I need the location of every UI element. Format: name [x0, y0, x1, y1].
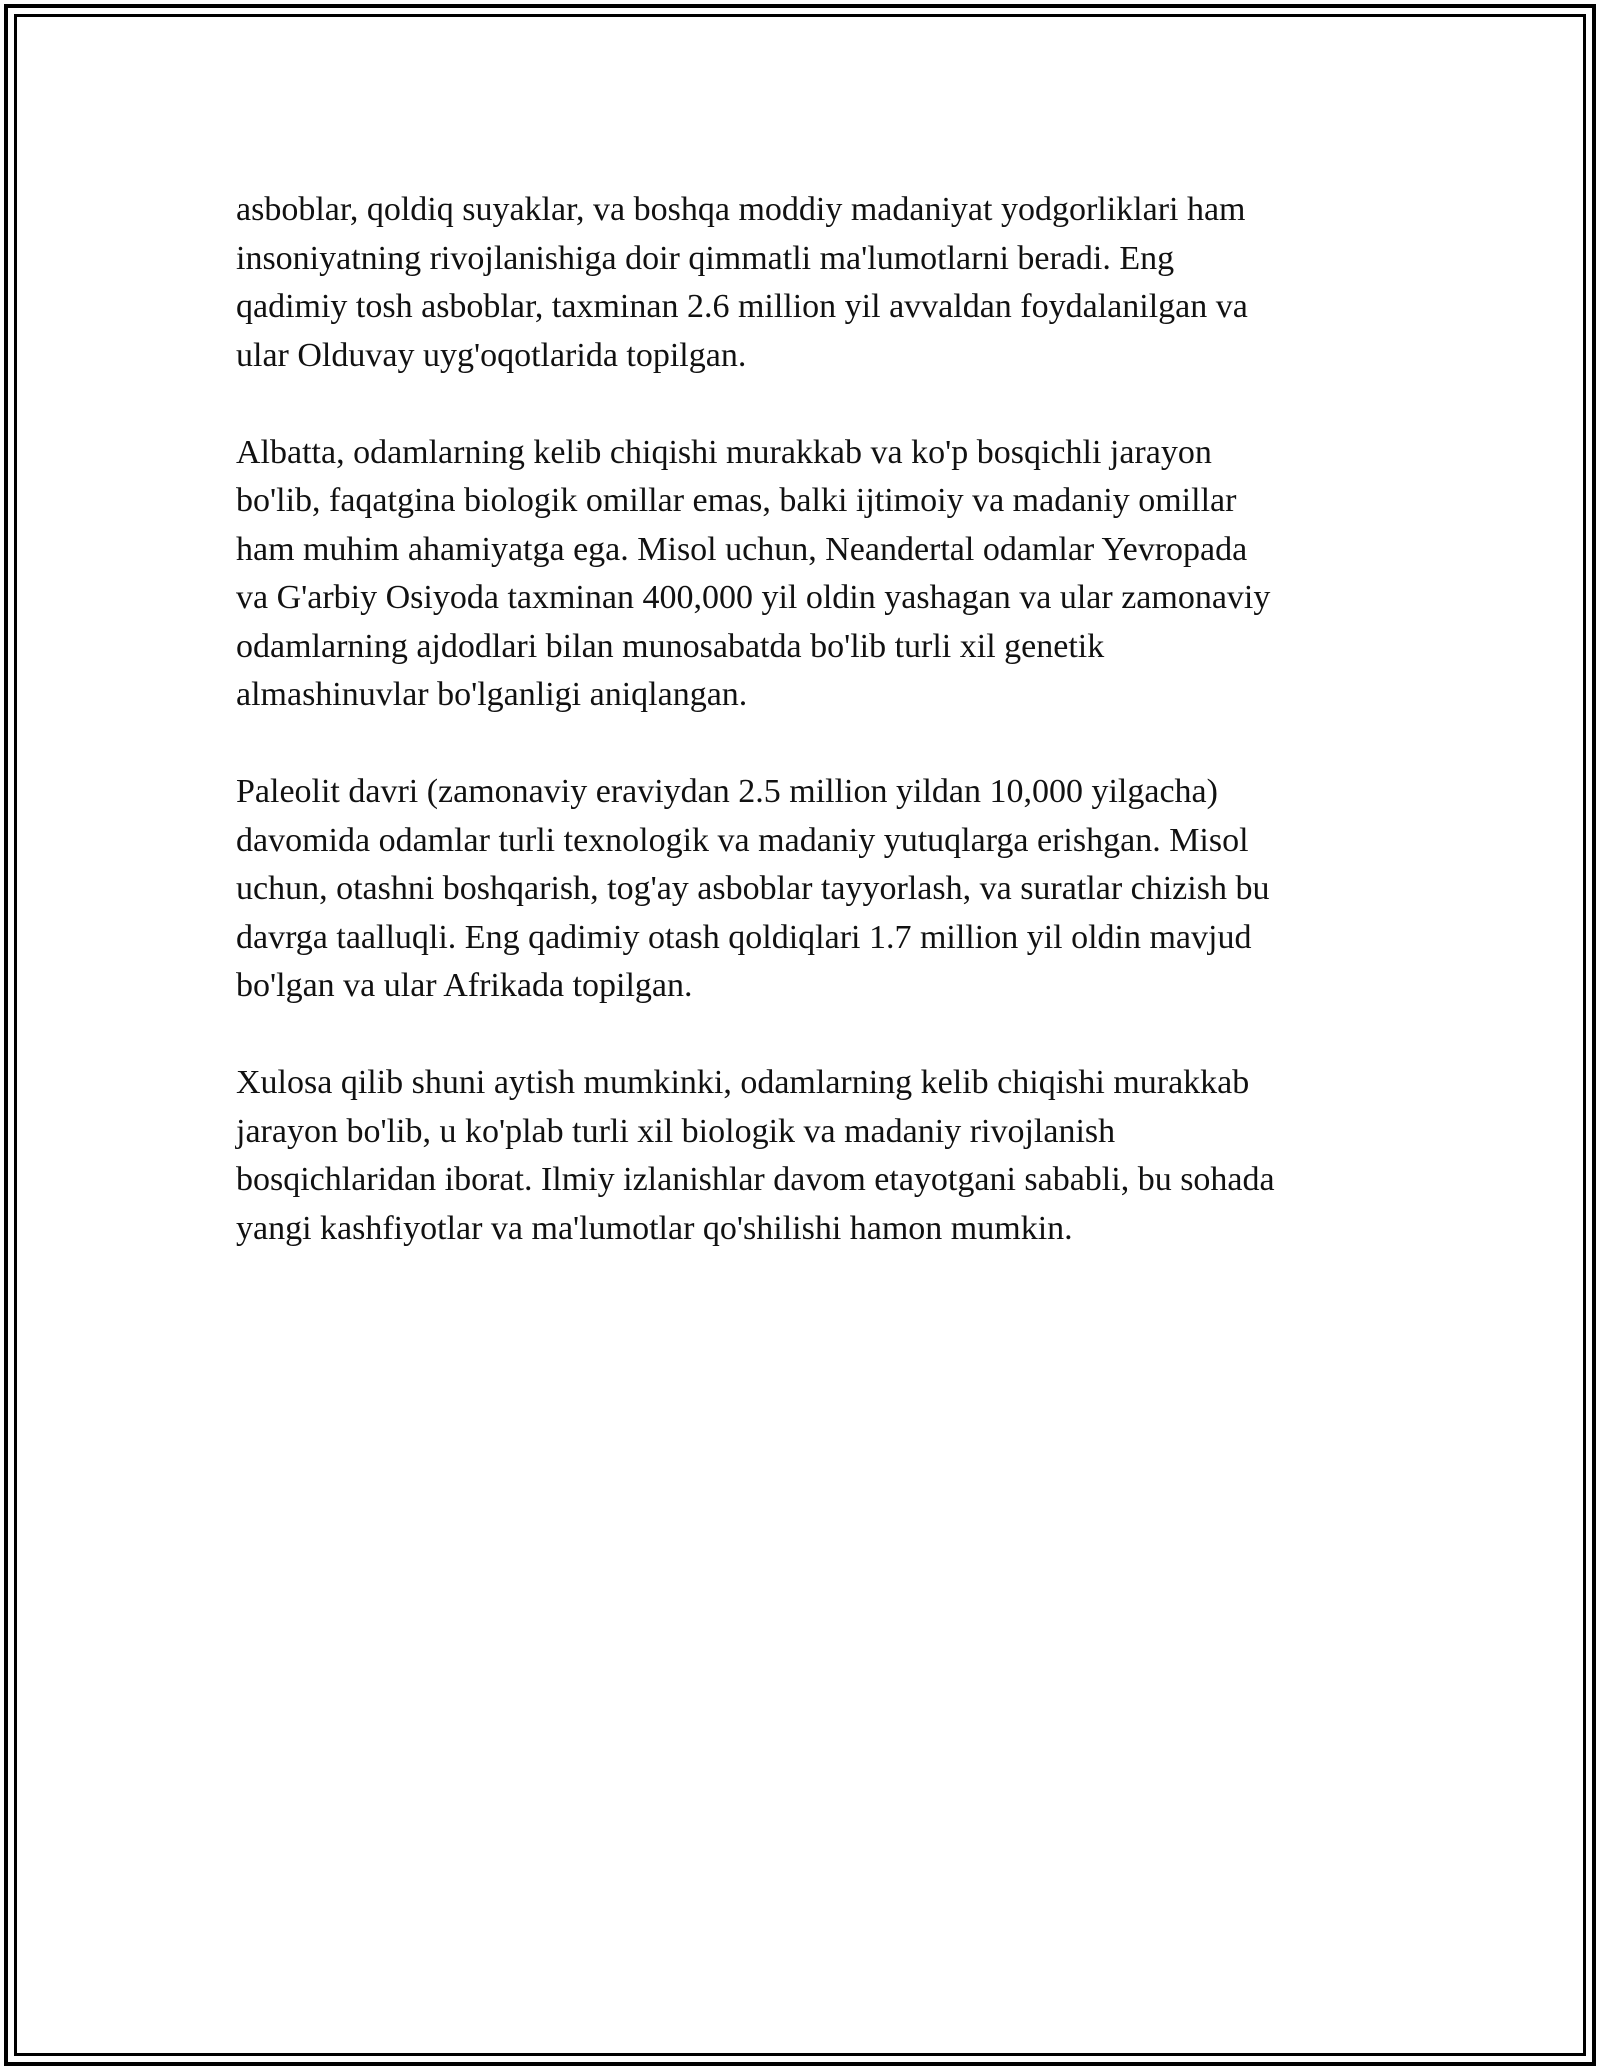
paragraph: Albatta, odamlarning kelib chiqishi murakkab va ko'p bosqichli jarayon bo'lib, faqatgina biologik omillar emas, balki ijtimoiy va madaniy omillar ham muhim ahamiyatga ega. Misol uchun, Neandertal odamlar Yevropada va G'arbiy Osiyoda taxminan 400,000 yil oldin yashagan va ular zamonaviy odamlarning ajdodlari bilan munosabatda bo'lib turli xil genetik almashinuvlar bo'lganligi aniqlangan.	[236, 433, 1271, 713]
paragraph: Xulosa qilib shuni aytish mumkinki, odamlarning kelib chiqishi murakkab jarayon bo'lib, u ko'plab turli xil biologik va madaniy rivojlanish bosqichlaridan iborat. Ilmiy izlanishlar davom etayotgani sababli, bu sohada yangi kashfiyotlar va ma'lumotlar qo'shilishi hamon mumkin.	[236, 1064, 1275, 1247]
document-body	[236, 186, 1386, 1302]
paragraph: Paleolit davri (zamonaviy eraviydan 2.5 million yildan 10,000 yilgacha) davomida odamlar turli texnologik va madaniy yutuqlarga erishgan. Misol uchun, otashni boshqarish, tog'ay asboblar tayyorlash, va suratlar chizish bu davrga taalluqli. Eng qadimiy otash qoldiqlari 1.7 million yil oldin mavjud bo'lgan va ular Afrikada topilgan.	[236, 773, 1270, 1004]
paragraph: asboblar, qoldiq suyaklar, va boshqa moddiy madaniyat yodgorliklari ham insoniyatning rivojlanishiga doir qimmatli ma'lumotlarni beradi. Eng qadimiy tosh asboblar, taxminan 2.6 million yil avvaldan foydalanilgan va ular Olduvay uyg'oqotlarida topilgan.	[236, 191, 1248, 374]
